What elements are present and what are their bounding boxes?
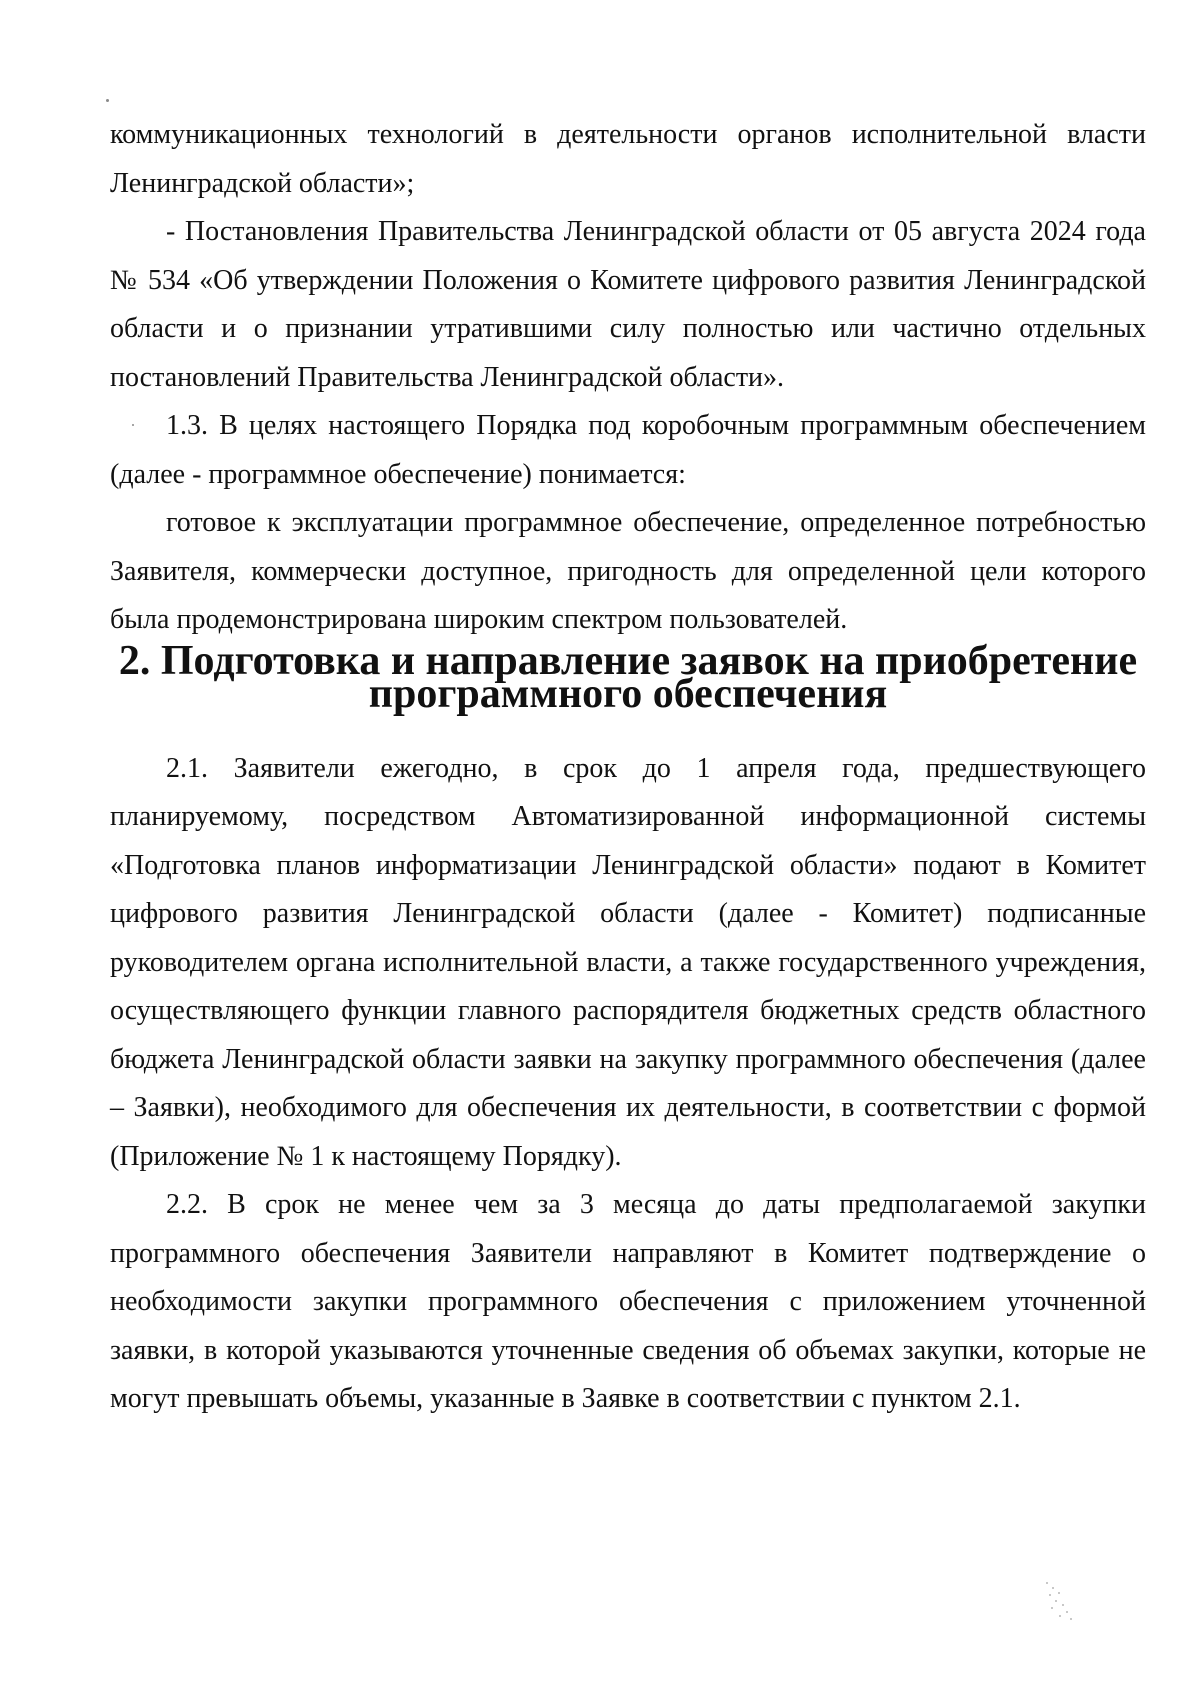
section-heading [110, 637, 1146, 717]
paragraph-resolution-534: - Постановления Правительства Ленинградской области от 05 августа 2024 года № 534 «Об утверждении Положения о Комитете цифрового развития Ленинградской области и о признании утратившими силу полностью или частично отдельных постановлений Правительства Ленинградской области». [110, 216, 1146, 393]
section-heading-line-1: 2. Подготовка и направление заявок на приобретение [118, 637, 1138, 684]
paragraph-ict-continuation: коммуникационных технологий в деятельности органов исполнительной власти Ленинградской области»; [110, 119, 1146, 199]
scan-speck [106, 99, 109, 102]
paragraph-2-2: 2.2. В срок не менее чем за 3 месяца до даты предполагаемой закупки программного обеспечения Заявители направляют в Комитет подтверждение о необходимости закупки программного обеспечения с приложением уточненной заявки, в которой указываются уточненные сведения об объемах закупки, которые не могут превышать объемы, указанные в Заявке в соответствии с пунктом 2.1. [110, 1189, 1146, 1414]
paragraph-1-3: 1.3. В целях настоящего Порядка под коробочным программным обеспечением (далее - программное обеспечение) понимается: [110, 410, 1146, 490]
paragraph-2-1: 2.1. Заявители ежегодно, в срок до 1 апреля года, предшествующего планируемому, посредством Автоматизированной информационной системы «Подготовка планов информатизации Ленинградской области» подают в Комитет цифрового развития Ленинградской области (далее - Комитет) подписанные руководителем органа исполнительной власти, а также государственного учреждения, осуществляющего функции главного распорядителя бюджетных средств областного бюджета Ленинградской области заявки на закупку программного обеспечения (далее – Заявки), необходимого для обеспечения их деятельности, в соответствии с формой (Приложение № 1 к настоящему Порядку). [110, 752, 1146, 1172]
scan-artifact [1040, 1578, 1080, 1628]
paragraph-definition: готовое к эксплуатации программное обеспечение, определенное потребностью Заявителя, коммерчески доступное, пригодность для определенной цели которого была продемонстрирована широким спектром пользователей. [110, 507, 1146, 635]
section-heading-line-2: программного обеспечения [368, 670, 888, 717]
document-body [110, 111, 1146, 1424]
